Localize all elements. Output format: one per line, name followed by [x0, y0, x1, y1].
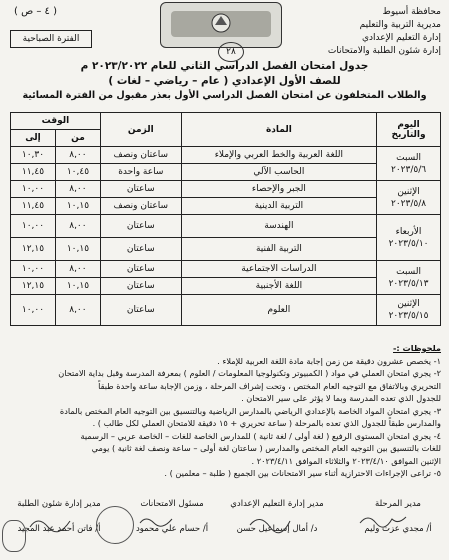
header-to: إلى — [11, 130, 56, 147]
title-line-2: للصف الأول الإعدادي ( عام – رياضي – لغات ) — [108, 75, 341, 87]
title-line-3: والطلاب المتخلفون عن امتحان الفصل الدراسي الأول بعذر مقبول من الفترة المسائية — [22, 90, 427, 101]
row-to: ١١,٤٥ — [11, 198, 56, 215]
row-date: ٢٠٢٣/٥/١٠ — [388, 238, 429, 249]
shift-label: الفترة الصباحية — [10, 30, 92, 48]
note-line: ٥- تراعى الإجراءات الاحترازية أثناء سير الامتحانات بين الجميع ( طلبة – معلمين ) . — [164, 468, 441, 478]
title-line-1: جدول امتحان الفصل الدراسي الثاني للعام ٢٠٢٣/٢٠٢٢ م — [80, 60, 369, 72]
ministry-logo-icon — [160, 2, 282, 48]
row-from: ٨,٠٠ — [55, 181, 100, 198]
official-stamp-icon — [96, 506, 134, 544]
header-duration: الزمن — [100, 113, 181, 147]
exam-schedule-table — [10, 112, 441, 326]
row-subject: الدراسات الاجتماعية — [181, 261, 376, 278]
row-subject: الهندسة — [181, 215, 376, 238]
table-row — [11, 295, 441, 326]
row-to: ١٢,١٥ — [11, 238, 56, 261]
note-line: والمدارس طبقاً للجدول الذي تعده بالمرحلة ( ساعة تحريري + ١٥ دقيقة للامتحان العملي لكل طالب ) . — [92, 418, 441, 428]
row-date: ٢٠٢٣/٥/٨ — [391, 198, 427, 209]
note-line: ١- يخصص عشرون دقيقة من زمن إجابة مادة اللغة العربية للإملاء . — [217, 355, 441, 366]
row-from: ١٠,١٥ — [55, 198, 100, 215]
row-duration: ساعتان — [100, 261, 181, 278]
header-from: من — [55, 130, 100, 147]
table-row — [11, 181, 441, 198]
row-to: ١١,٤٥ — [11, 164, 56, 181]
note-line: ٣- يجري امتحان المواد الخاصة بالإعدادي الرياضي بالمدارس الرياضية وبالتنسيق بين التوجيه العام المختص بالمادة — [59, 405, 441, 416]
header-subject: المادة — [181, 113, 376, 147]
row-from: ١٠,١٥ — [55, 238, 100, 261]
row-subject: الحاسب الآلي — [181, 164, 376, 181]
signature-name: أ/ فاتن أحمد عبد المجيد — [17, 524, 101, 534]
row-to: ١٠,٠٠ — [11, 261, 56, 278]
exam-number: ٢٨ — [218, 42, 244, 62]
note-line: ٢- يجري امتحان العملي في مواد ( الكمبيوتر وتكنولوجيا المعلومات / العلوم ) بمعرفة المدرسة وقبل بداية الامتحان — [58, 368, 441, 378]
stamp-icon — [2, 520, 26, 552]
table-row — [11, 147, 441, 164]
table-row — [11, 164, 441, 181]
row-to: ١٠,٣٠ — [11, 147, 56, 164]
row-from: ٨,٠٠ — [55, 261, 100, 278]
note-line: للجدول الذي تعده المدرسة وبما لا يؤثر على سير الامتحان . — [241, 393, 441, 403]
row-duration: ساعتان — [100, 181, 181, 198]
notes-heading: ملحوظات :- — [393, 343, 441, 353]
signature-title: مدير إدارة التعليم الإعدادي — [230, 499, 324, 509]
row-to: ١٢,١٥ — [11, 278, 56, 295]
gov-line-2: مديرية التربية والتعليم — [359, 20, 441, 30]
table-row — [11, 261, 441, 278]
row-subject: العلوم — [181, 295, 376, 326]
table-row — [11, 215, 441, 238]
row-from: ١٠,١٥ — [55, 278, 100, 295]
row-subject: اللغة العربية والخط العربي والإملاء — [181, 147, 376, 164]
row-subject: التربية الدينية — [181, 198, 376, 215]
row-duration: ساعة واحدة — [100, 164, 181, 181]
gov-line-3: إدارة التعليم الإعدادي — [361, 33, 441, 43]
note-line: التحريري وبالاتفاق مع التوجيه العام المختص ، وتحت إشراف المرحلة ، وزمن الإجابة ساعة واحدة طبقاً — [98, 380, 441, 391]
gov-line-1: محافظة أسيوط — [382, 7, 441, 17]
row-duration: ساعتان ونصف — [100, 198, 181, 215]
row-from: ١٠,٤٥ — [55, 164, 100, 181]
signature-name: أ/ حسام علي محمود — [135, 524, 209, 534]
row-from: ٨,٠٠ — [55, 147, 100, 164]
row-subject: التربية الفنية — [181, 238, 376, 261]
row-day: الإثنين — [397, 186, 420, 197]
form-code: ( ٤ – ص ) — [14, 6, 58, 17]
governorate-header — [311, 6, 441, 58]
row-day: الإثنين — [397, 299, 420, 309]
note-line: للغات بالتنسيق بين التوجيه العام المختص والمدارس ( ساعتان لغة أولى – ساعة ونصف لغة ثانية ) يومي — [91, 443, 441, 453]
row-to: ١٠,٠٠ — [11, 181, 56, 198]
signature-title: مدير إدارة شئون الطلبة — [17, 499, 101, 509]
row-duration: ساعتان — [100, 238, 181, 261]
signature-name: د/ أمال إسماعيل حسن — [236, 524, 318, 534]
row-day: السبت — [396, 152, 421, 163]
row-date: ٢٠٢٣/٥/١٣ — [388, 278, 429, 289]
row-subject: اللغة الأجنبية — [181, 278, 376, 295]
row-from: ٨,٠٠ — [55, 295, 100, 326]
row-to: ١٠,٠٠ — [11, 295, 56, 326]
signature-title: مدير المرحلة — [375, 499, 421, 509]
row-day: الأربعاء — [395, 226, 422, 237]
row-duration: ساعتان — [100, 278, 181, 295]
row-duration: ساعتان — [100, 295, 181, 326]
header-day: اليوم والتاريخ — [377, 113, 441, 147]
gov-line-4: إدارة شئون الطلبة والامتحانات — [327, 46, 441, 56]
notes-section — [9, 342, 441, 480]
row-to: ١٠,٠٠ — [11, 215, 56, 238]
row-duration: ساعتان — [100, 215, 181, 238]
row-subject: الجبر والإحصاء — [181, 181, 376, 198]
note-line: ٤- يجري امتحان المستوى الرفيع ( لغة أولى / لغة ثانية ) للمدارس الخاصة للغات – الخاصة عربي – الرسمية — [80, 430, 441, 441]
note-line: الإثنين الموافق ٢٠٢٣/٤/١٠ والثلاثاء الموافق ٢٠٢٣/٤/١١ . — [251, 455, 441, 466]
header-time: الوقت — [11, 113, 101, 130]
row-date: ٢٠٢٣/٥/٦ — [391, 164, 427, 175]
row-duration: ساعتان ونصف — [100, 147, 181, 164]
table-row — [11, 238, 441, 261]
table-row — [11, 278, 441, 295]
signature-title: مسئول الامتحانات — [140, 499, 204, 509]
row-from: ٨,٠٠ — [55, 215, 100, 238]
row-date: ٢٠٢٣/٥/١٥ — [388, 311, 429, 321]
table-row — [11, 198, 441, 215]
row-day: السبت — [396, 266, 421, 277]
handwritten-signatures-icon — [0, 505, 449, 545]
signature-name: أ/ مجدي عزت وليم — [364, 524, 432, 534]
